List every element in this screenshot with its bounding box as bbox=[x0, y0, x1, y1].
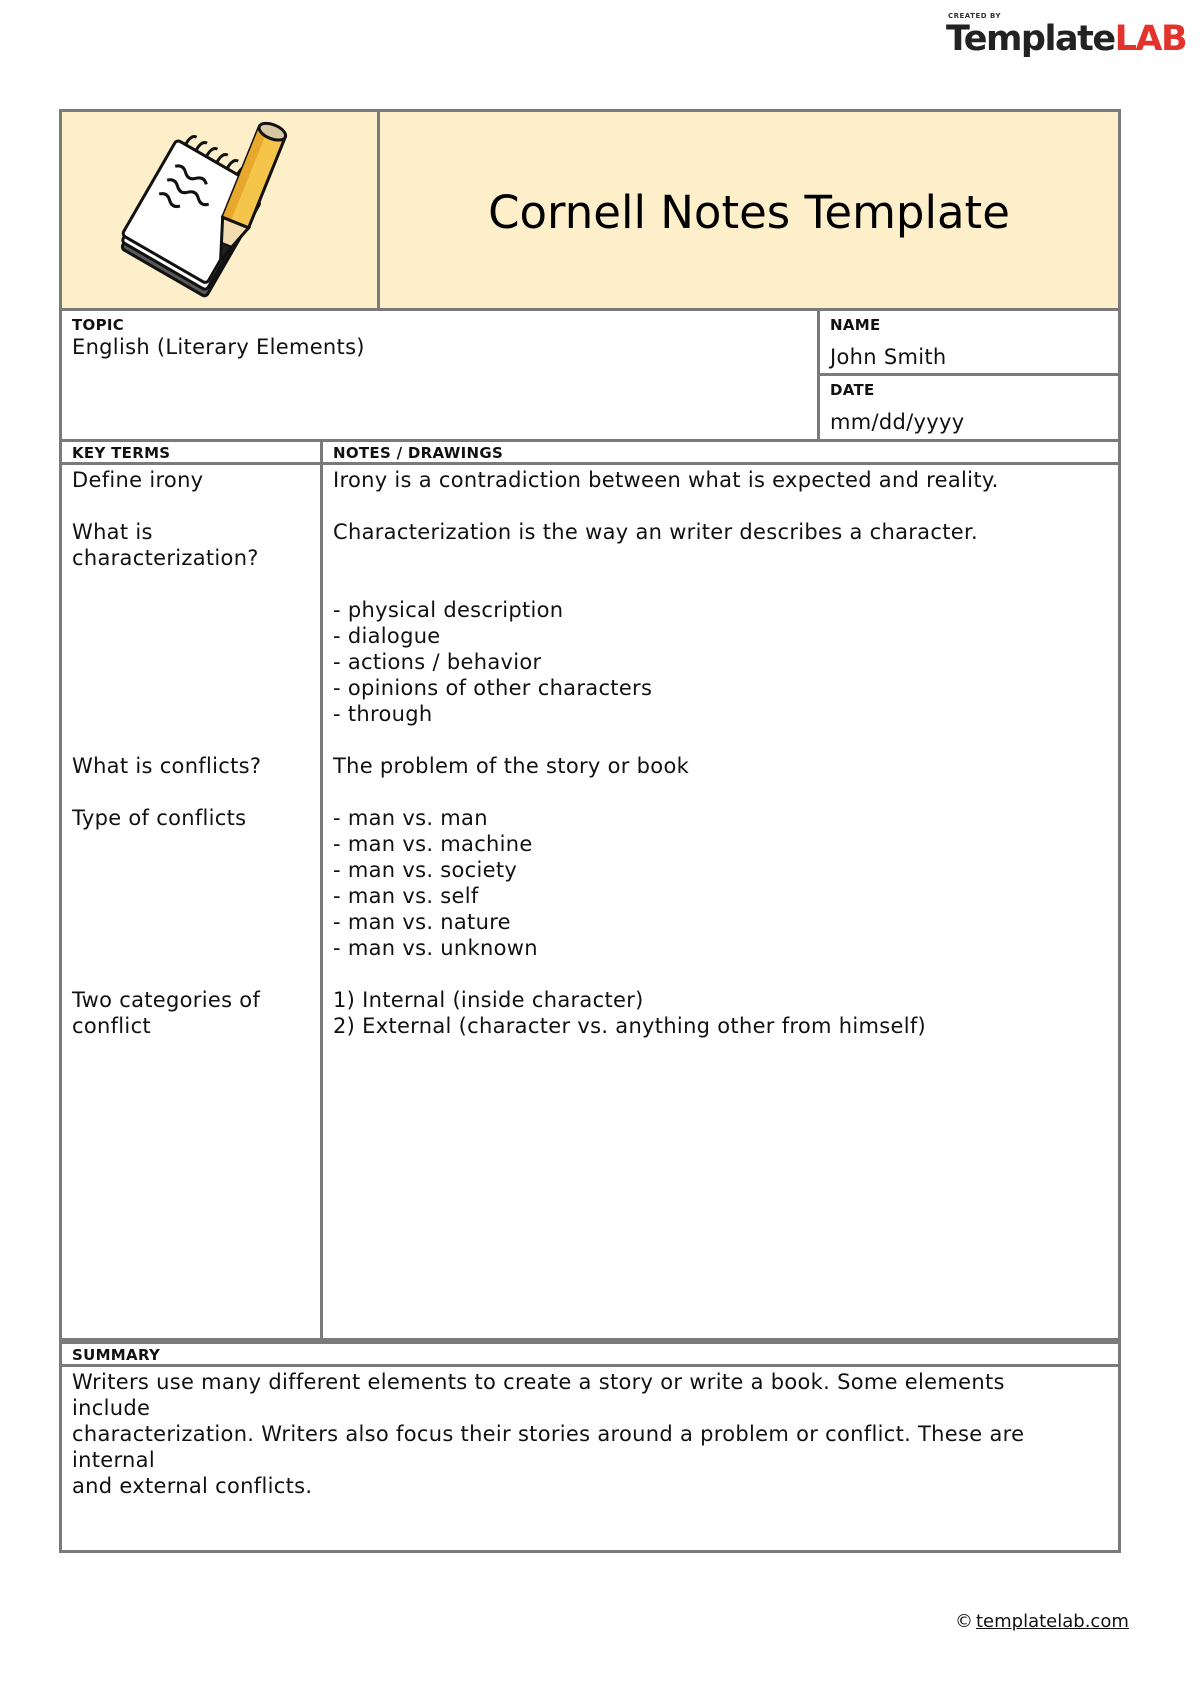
date-label: DATE bbox=[830, 381, 875, 399]
topic-label: TOPIC bbox=[72, 316, 125, 334]
footer bbox=[955, 1611, 1129, 1633]
key-term-item: What is conflicts? bbox=[72, 754, 262, 778]
note-item: - physical description - dialogue - actions / behavior - opinions of other characters - through bbox=[333, 598, 653, 726]
key-term-item: Type of conflicts bbox=[72, 806, 247, 830]
notes-column[interactable] bbox=[320, 462, 1121, 1341]
key-terms-column[interactable] bbox=[59, 462, 323, 1341]
note-item: 1) Internal (inside character) 2) External (character vs. anything other from himself) bbox=[333, 988, 927, 1038]
logo-wordmark-lab: LAB bbox=[1114, 19, 1187, 59]
key-terms-label: KEY TERMS bbox=[72, 444, 171, 462]
notes-label: NOTES / DRAWINGS bbox=[333, 444, 504, 462]
topic-cell[interactable] bbox=[59, 308, 820, 442]
summary-cell[interactable] bbox=[59, 1364, 1121, 1553]
name-value[interactable]: John Smith bbox=[830, 345, 947, 369]
key-term-item: Define irony bbox=[72, 468, 204, 492]
cornell-notes-sheet bbox=[59, 109, 1121, 1553]
header-title-cell bbox=[377, 109, 1121, 311]
topic-value[interactable]: English (Literary Elements) bbox=[72, 335, 365, 359]
templatelab-link[interactable]: templatelab.com bbox=[976, 1611, 1129, 1632]
notepad-pencil-icon bbox=[95, 114, 295, 304]
note-item: The problem of the story or book bbox=[333, 754, 690, 778]
copyright-icon: © bbox=[955, 1611, 973, 1632]
templatelab-logo bbox=[946, 12, 1186, 60]
note-item: Characterization is the way an writer describes a character. bbox=[333, 520, 978, 544]
logo-wordmark-template: Template bbox=[946, 19, 1115, 59]
key-term-item: What is characterization? bbox=[72, 520, 259, 570]
name-cell[interactable] bbox=[817, 308, 1121, 376]
summary-label: SUMMARY bbox=[72, 1346, 161, 1364]
date-cell[interactable] bbox=[817, 373, 1121, 442]
page-title: Cornell Notes Template bbox=[488, 186, 1010, 239]
note-item: Irony is a contradiction between what is expected and reality. bbox=[333, 468, 999, 492]
name-label: NAME bbox=[830, 316, 881, 334]
header-illustration-cell bbox=[59, 109, 380, 311]
summary-text[interactable]: Writers use many different elements to create a story or write a book. Some elements include characterization. Writers also focus their stories around a problem or conflict. These are internal and external conflicts. bbox=[72, 1370, 1025, 1498]
key-term-item: Two categories of conflict bbox=[72, 988, 261, 1038]
date-value[interactable]: mm/dd/yyyy bbox=[830, 410, 965, 434]
logo-created-by: CREATED BY bbox=[948, 12, 1002, 20]
note-item: - man vs. man - man vs. machine - man vs. society - man vs. self - man vs. nature - man vs. unknown bbox=[333, 806, 538, 960]
logo-wordmark bbox=[946, 19, 1186, 59]
